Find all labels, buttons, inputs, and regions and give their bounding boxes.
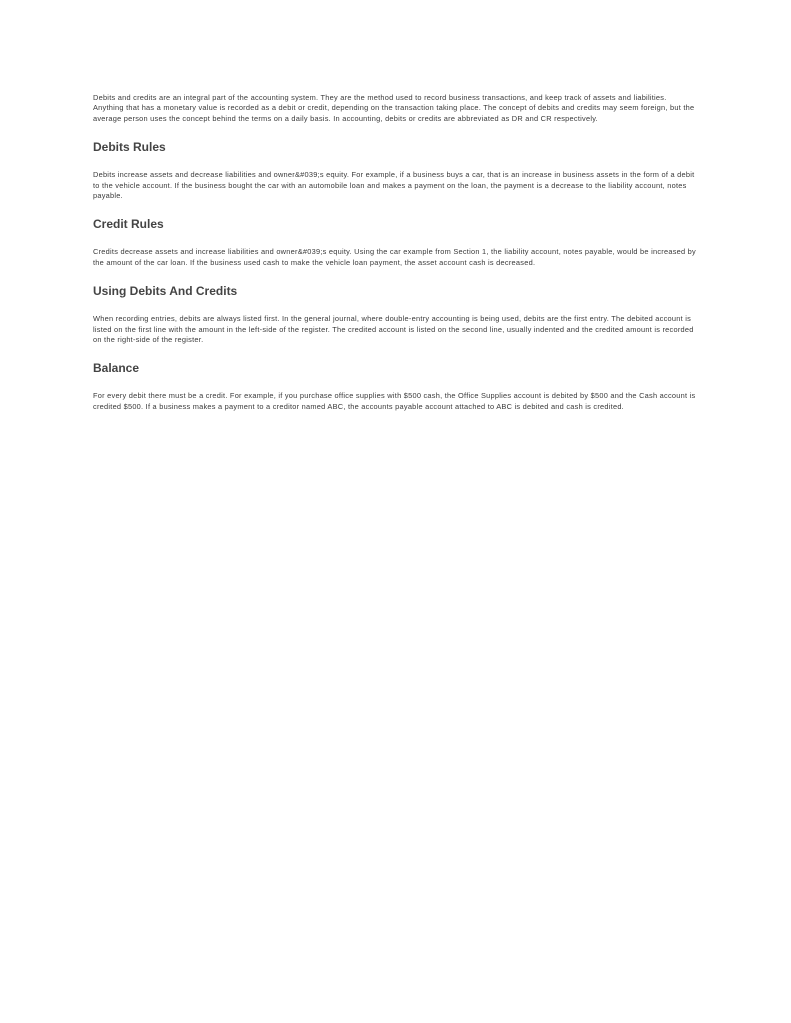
section-body-balance: For every debit there must be a credit. For example, if you purchase office supplies with $500 cash, the Office Supplies account is debited by $500 and the Cash account is credited $500. If a business makes a payment to a creditor named ABC, the accounts payable account attached to ABC is debited and cash is credited.	[93, 391, 696, 411]
section-title-debits-rules: Debits Rules	[93, 140, 166, 155]
document-page	[93, 93, 699, 412]
section-body-using-debits-and-credits: When recording entries, debits are always listed first. In the general journal, where double-entry accounting is being used, debits are the first entry. The debited account is listed on the first line with the amount in the left-side of the register. The credited account is listed on the second line, usually indented and the credited amount is recorded on the right-side of the register.	[93, 314, 694, 345]
section-title-credit-rules: Credit Rules	[93, 217, 164, 232]
intro-paragraph: Debits and credits are an integral part of the accounting system. They are the method used to record business transactions, and keep track of assets and liabilities. Anything that has a monetary value is recorded as a debit or credit, depending on the transaction taking place. The concept of debits and credits may seem foreign, but the average person uses the concept behind the terms on a daily basis. In accounting, debits or credits are abbreviated as DR and CR respectively.	[93, 93, 695, 123]
section-title-using-debits-and-credits: Using Debits And Credits	[93, 284, 238, 299]
section-body-credit-rules: Credits decrease assets and increase liabilities and owner&#039;s equity. Using the car example from Section 1, the liability account, notes payable, would be increased by the amount of the car loan. If the business used cash to make the vehicle loan payment, the asset account cash is decreased.	[93, 247, 696, 267]
section-title-balance: Balance	[93, 361, 140, 376]
section-body-debits-rules: Debits increase assets and decrease liabilities and owner&#039;s equity. For example, if a business buys a car, that is an increase in business assets in the form of a debit to the vehicle account. If the business bought the car with an automobile loan and makes a payment on the loan, the payment is a decrease to the liability account, notes payable.	[93, 170, 695, 201]
